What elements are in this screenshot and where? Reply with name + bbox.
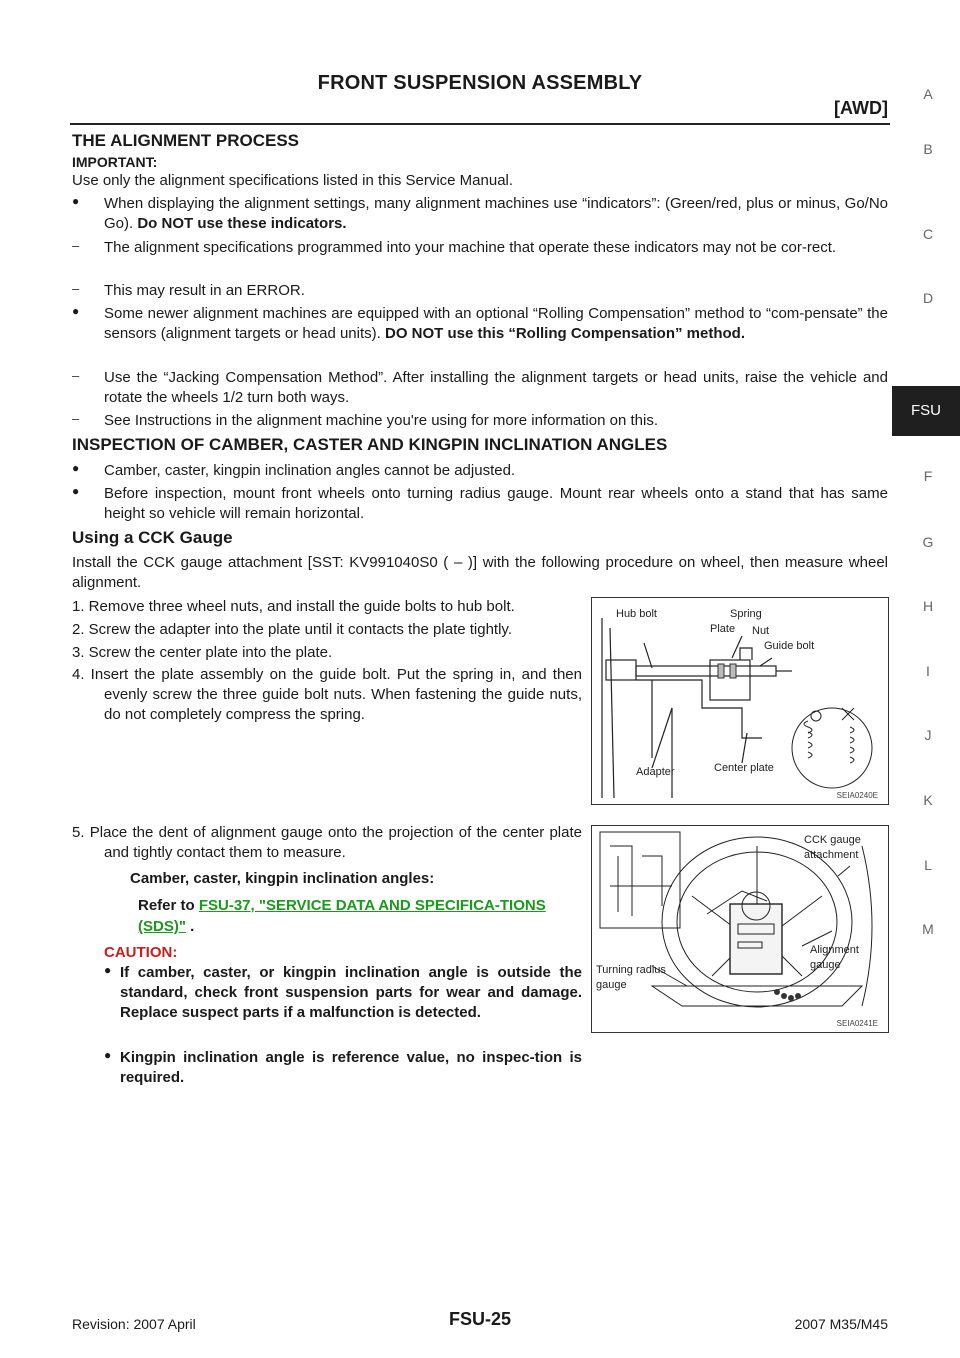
bullet-icon: ● xyxy=(104,963,112,977)
dash-item xyxy=(72,368,888,408)
bullet-text: Some newer alignment machines are equipped with an optional “Rolling Compensation” method to “com-pensate” the sensors (alignment targets or head units). xyxy=(104,305,888,342)
caution-text: Kingpin inclination angle is reference value, no inspec-tion is required. xyxy=(120,1049,582,1086)
page-subtitle: [AWD] xyxy=(834,98,888,118)
dash-text: The alignment specifications programmed into your machine that operate these indicators may not be cor-rect. xyxy=(104,239,837,256)
bullet-text: Camber, caster, kingpin inclination angles cannot be adjusted. xyxy=(104,462,516,479)
label-adapter: Adapter xyxy=(636,766,675,778)
label-turning-2: gauge xyxy=(596,979,627,991)
section-heading-cck: Using a CCK Gauge xyxy=(72,528,233,547)
dash-icon: – xyxy=(72,281,80,296)
dash-icon: – xyxy=(72,411,80,426)
header-divider xyxy=(70,123,890,125)
step-1: 1. Remove three wheel nuts, and install the guide bolts to hub bolt. xyxy=(72,598,515,615)
bullet-rolling xyxy=(72,304,888,344)
dash-item xyxy=(72,411,888,431)
important-text: Use only the alignment specifications listed in this Service Manual. xyxy=(72,172,514,189)
index-tab-a[interactable]: A xyxy=(923,86,933,102)
label-alignment-2: gauge xyxy=(810,959,841,971)
index-tab-i[interactable]: I xyxy=(926,663,930,679)
dash-text: Use the “Jacking Compensation Method”. After installing the alignment targets or head units, raise the vehicle and rotate the wheels 1/2 turn both ways. xyxy=(104,369,888,406)
bullet-text: When displaying the alignment settings, many alignment machines use “indicators”: (Green/red, plus or minus, Go/No Go). xyxy=(104,195,888,232)
bullet-icon: ● xyxy=(72,304,80,318)
step-2: 2. Screw the adapter into the plate until it contacts the plate tightly. xyxy=(72,621,512,638)
page-title: FRONT SUSPENSION ASSEMBLY xyxy=(317,72,643,94)
index-tab-fsu-active[interactable]: FSU xyxy=(892,386,960,436)
label-hub-bolt: Hub bolt xyxy=(616,608,657,620)
figure-cck-gauge-on-wheel xyxy=(591,825,889,1033)
label-plate: Plate xyxy=(710,623,736,635)
index-tab-b[interactable]: B xyxy=(923,141,933,157)
index-tab-k[interactable]: K xyxy=(923,792,933,808)
step-5: 5. Place the dent of alignment gauge onto the projection of the center plate and tightly contact them to measure. xyxy=(72,824,582,861)
label-guide-bolt: Guide bolt xyxy=(764,640,815,652)
bullet-indicators xyxy=(72,194,888,234)
index-tab-m[interactable]: M xyxy=(922,921,934,937)
dash-text: This may result in an ERROR. xyxy=(104,282,305,299)
caution-label: CAUTION: xyxy=(104,944,178,961)
label-cck-gauge-2: attachment xyxy=(804,849,859,861)
caution-item xyxy=(104,963,582,1023)
bullet-text: Before inspection, mount front wheels onto turning radius gauge. Mount rear wheels onto a stand that has same height so vehicle will remain horizontal. xyxy=(104,485,888,522)
bullet-item xyxy=(72,461,888,481)
label-center-plate: Center plate xyxy=(714,762,774,774)
step-4: 4. Insert the plate assembly on the guide bolt. Put the spring in, and then evenly screw the three guide bolt nuts. When fastening the guide nuts, do not completely compress the spring. xyxy=(72,666,582,723)
label-nut: Nut xyxy=(752,625,770,637)
index-tab-h[interactable]: H xyxy=(922,598,934,614)
bullet-item xyxy=(72,484,888,524)
footer-model: 2007 M35/M45 xyxy=(794,1316,888,1332)
dash-icon: – xyxy=(72,238,80,253)
index-tab-g[interactable]: G xyxy=(922,534,934,550)
cck-intro: Install the CCK gauge attachment [SST: KV991040S0 ( – )] with the following procedure on wheel, then measure wheel alignment. xyxy=(72,554,888,591)
spec-label: Camber, caster, kingpin inclination angles: xyxy=(130,870,435,887)
index-tab-l[interactable]: L xyxy=(924,857,932,873)
dash-icon: – xyxy=(72,368,80,383)
dash-item xyxy=(72,238,888,258)
refer-line xyxy=(138,895,578,937)
section-heading-inspection: INSPECTION OF CAMBER, CASTER AND KINGPIN INCLINATION ANGLES xyxy=(72,435,668,454)
footer-revision: Revision: 2007 April xyxy=(72,1316,196,1332)
bullet-icon: ● xyxy=(72,194,80,208)
label-spring: Spring xyxy=(730,608,762,620)
label-cck-gauge-1: CCK gauge xyxy=(804,834,861,846)
bullet-icon: ● xyxy=(72,484,80,498)
index-tab-j[interactable]: J xyxy=(924,727,932,743)
bullet-icon: ● xyxy=(72,461,80,475)
bullet-bold: DO NOT use this “Rolling Compensation” method. xyxy=(384,325,745,342)
footer-page-number: FSU-25 xyxy=(448,1309,511,1329)
refer-suffix: . xyxy=(185,918,195,935)
sds-link[interactable]: FSU-37, "SERVICE DATA AND SPECIFICA-TIONS (SDS)" xyxy=(138,897,546,935)
index-tab-f[interactable]: F xyxy=(923,468,933,484)
index-tab-d[interactable]: D xyxy=(922,290,934,306)
caution-item xyxy=(104,1048,582,1088)
dash-item xyxy=(72,281,888,301)
refer-prefix: Refer to xyxy=(138,897,199,914)
important-label: IMPORTANT: xyxy=(72,154,158,170)
bullet-bold: Do NOT use these indicators. xyxy=(137,215,347,232)
section-heading-alignment-process: THE ALIGNMENT PROCESS xyxy=(72,131,299,150)
label-turning-1: Turning radius xyxy=(596,964,666,976)
figure-code: SEIA0241E xyxy=(836,1019,878,1028)
label-alignment-1: Alignment xyxy=(810,944,859,956)
dash-text: See Instructions in the alignment machine you're using for more information on this. xyxy=(104,412,658,429)
figure-code: SEIA0240E xyxy=(836,791,878,800)
step-3: 3. Screw the center plate into the plate. xyxy=(72,644,333,661)
caution-text: If camber, caster, or kingpin inclination angle is outside the standard, check front suspension parts for wear and damage. Replace suspect parts if a malfunction is detected. xyxy=(120,964,582,1021)
figure-cck-attachment-install xyxy=(591,597,889,805)
bullet-icon: ● xyxy=(104,1048,112,1062)
index-tab-c[interactable]: C xyxy=(922,226,934,242)
